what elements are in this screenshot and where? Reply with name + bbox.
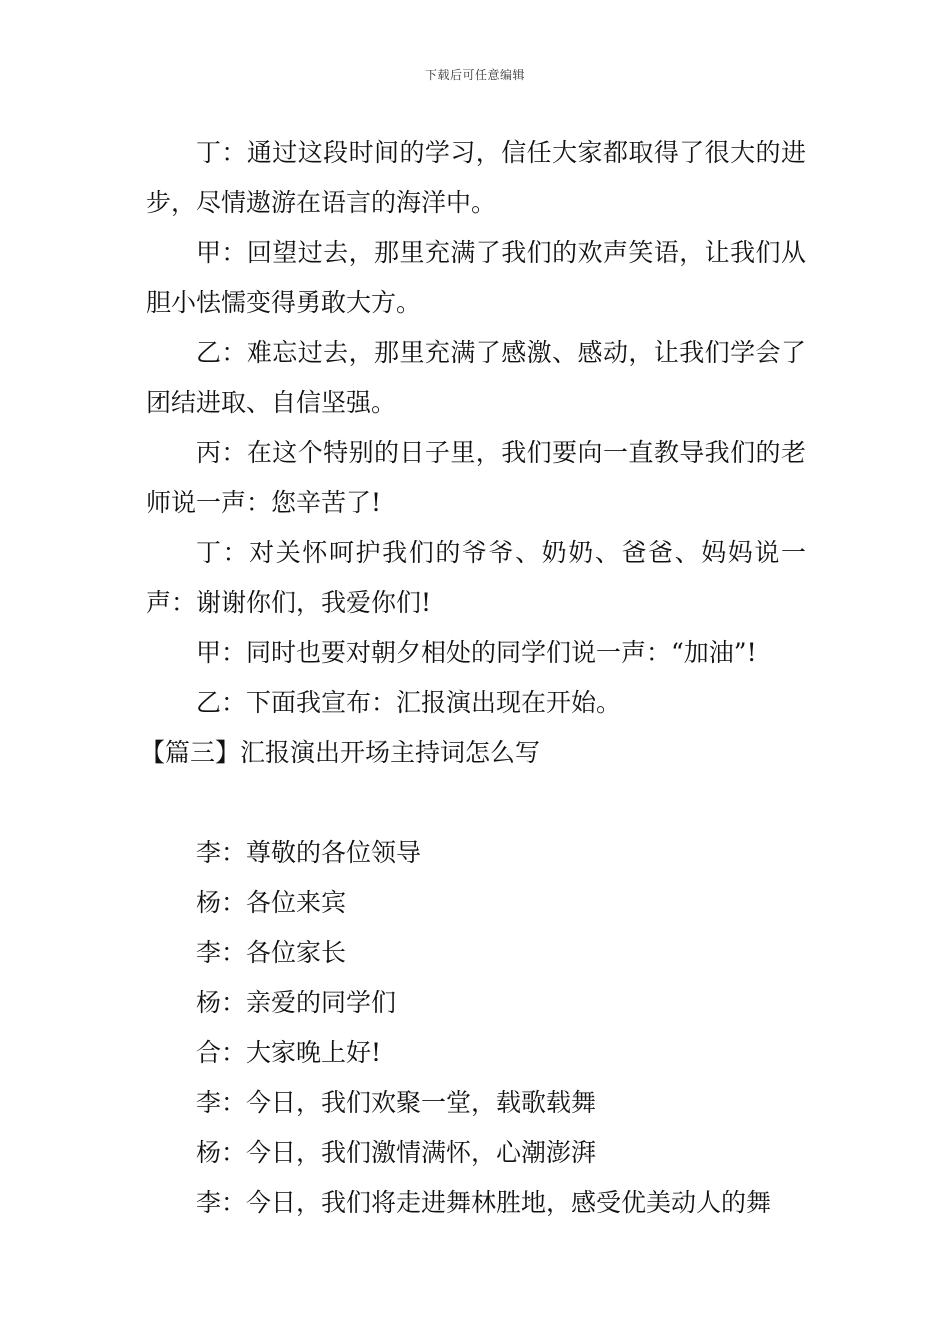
document-body bbox=[140, 128, 806, 1228]
dialogue-line-yang-3: 杨：今日，我们激情满怀，心潮澎湃 bbox=[196, 1138, 597, 1167]
dialogue-line-li-1: 李：尊敬的各位领导 bbox=[196, 838, 422, 867]
section-spacer bbox=[146, 778, 806, 828]
dialogue-line-bing-1: 丙：在这个特别的日子里，我们要向一直教导我们的老师说一声：您辛苦了! bbox=[146, 438, 806, 517]
dialogue-line-yi-2: 乙：下面我宣布：汇报演出现在开始。 bbox=[196, 688, 622, 717]
section-heading: 【篇三】汇报演出开场主持词怎么写 bbox=[140, 738, 541, 767]
dialogue-line-yi-1: 乙：难忘过去，那里充满了感激、感动，让我们学会了团结进取、自信坚强。 bbox=[146, 338, 806, 417]
dialogue-line-li-4: 李：今日，我们将走进舞林胜地，感受优美动人的舞 bbox=[196, 1188, 772, 1217]
dialogue-line-he-1: 合：大家晚上好! bbox=[196, 1038, 382, 1067]
page-header: 下载后可任意编辑 bbox=[424, 68, 525, 82]
dialogue-line-jia-2: 甲：同时也要对朝夕相处的同学们说一声：“加油”! bbox=[196, 638, 757, 667]
dialogue-line-jia-1: 甲：回望过去，那里充满了我们的欢声笑语，让我们从胆小怯懦变得勇敢大方。 bbox=[146, 238, 806, 317]
dialogue-line-li-3: 李：今日，我们欢聚一堂，载歌载舞 bbox=[196, 1088, 597, 1117]
dialogue-line-ding-2: 丁：对关怀呵护我们的爷爷、奶奶、爸爸、妈妈说一声：谢谢你们，我爱你们! bbox=[146, 538, 806, 617]
dialogue-line-ding-1: 丁：通过这段时间的学习，信任大家都取得了很大的进步，尽情遨游在语言的海洋中。 bbox=[146, 138, 806, 217]
dialogue-line-li-2: 李：各位家长 bbox=[196, 938, 347, 967]
dialogue-line-yang-2: 杨：亲爱的同学们 bbox=[196, 988, 397, 1017]
dialogue-line-yang-1: 杨：各位来宾 bbox=[196, 888, 347, 917]
